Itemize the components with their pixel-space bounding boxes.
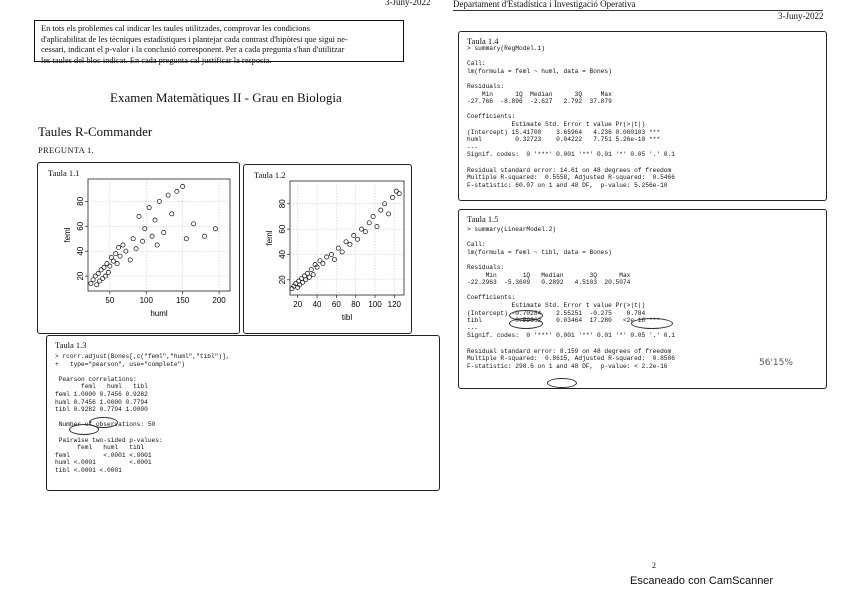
x-axis-label: huml xyxy=(150,309,168,318)
y-tick-label: 40 xyxy=(278,250,287,259)
header-left-date: 3-Juny-2022 xyxy=(385,0,431,7)
x-tick-label: 200 xyxy=(212,296,226,305)
plot-panel-2 xyxy=(243,164,412,334)
instruction-line: cessari, indicant el p-valor i la conclusió corresponent. Per a cada pregunta s'han d'utilitzar xyxy=(41,45,345,54)
x-tick-label: 150 xyxy=(175,296,190,305)
handwritten-circle xyxy=(69,424,99,435)
scatter-plot-2 xyxy=(244,165,410,332)
handwritten-circle xyxy=(547,378,577,388)
handwritten-circle xyxy=(509,318,543,329)
x-tick-label: 50 xyxy=(105,296,115,305)
page-number: 2 xyxy=(652,561,656,570)
table-1-4-panel xyxy=(458,31,827,201)
table-1-3-output: > rcorr.adjust(Bones[,c("feml","huml","tibl")], + type="pearson", use="complete") Pearson correlations: feml huml tibl feml 1.0000 0.7456 0.9282 huml 0.7456 1.0000 0.7794 tibl 0.9282 0.7794 1.0000 Number of observations: 50 Pairwise two-sided p-values: feml huml tibl feml <.0001 <.0001 huml <.0001 <.0001 tibl <.0001 <.0001 xyxy=(55,353,230,474)
y-axis-label: feml xyxy=(265,230,274,246)
exam-title: Examen Matemàtiques II - Grau en Biologia xyxy=(110,90,342,105)
scatter-plot-1 xyxy=(38,163,238,333)
header-right-date: 3-Juny-2022 xyxy=(778,11,824,21)
x-tick-label: 80 xyxy=(351,300,361,309)
instruction-line: d'aplicabilitat de les tècniques estadístiques i plantejar cada contrast d'hipòtesi que sigui ne- xyxy=(41,34,348,44)
x-tick-label: 120 xyxy=(387,300,402,309)
handwritten-note: 56'15% xyxy=(759,358,793,368)
section-title: Taules R-Commander xyxy=(38,124,153,139)
handwritten-circle xyxy=(631,318,673,329)
y-tick-label: 20 xyxy=(278,275,287,285)
x-tick-label: 100 xyxy=(139,296,153,305)
table-1-4-label: Taula 1.4 xyxy=(467,36,499,46)
header-rule xyxy=(453,10,823,11)
instruction-line: les taules del bloc indicat. En cada pregunta cal justificar la resposta. xyxy=(41,55,272,65)
instruction-line: En tots els problemes cal indicar les taules utilitzades, comprovar les condicions xyxy=(41,24,310,33)
table-1-3-label: Taula 1.3 xyxy=(55,340,87,350)
y-axis-label: feml xyxy=(63,227,72,243)
y-tick-label: 60 xyxy=(278,224,287,234)
table-1-5-label: Taula 1.5 xyxy=(467,214,499,224)
instructions-box xyxy=(34,20,404,65)
y-tick-label: 80 xyxy=(278,199,287,209)
y-tick-label: 60 xyxy=(76,221,85,231)
y-tick-label: 80 xyxy=(76,196,85,206)
plot2-label: Taula 1.2 xyxy=(254,170,286,180)
table-1-5-panel xyxy=(458,209,827,389)
header-department: Departament d'Estadística i Investigació Operativa xyxy=(453,0,636,9)
footer-text: Escaneado con CamScanner xyxy=(630,575,774,587)
table-1-3-panel xyxy=(46,335,440,491)
y-tick-label: 20 xyxy=(76,271,85,281)
x-tick-label: 100 xyxy=(368,300,382,309)
x-axis-label: tibl xyxy=(341,313,353,322)
x-tick-label: 20 xyxy=(293,300,303,309)
question-label: PREGUNTA 1. xyxy=(38,145,94,155)
table-1-4-output: > summary(RegModel.1) Call: lm(formula = feml ~ huml, data = Bones) Residuals: Min 1Q Median 3Q Max -27.766 -8.896 -2.627 2.792 37.879 Coefficients: Estimate Std. Error t value Pr(>|t|) (Intercept) 15.41700 3.65964 4.236 0.000103 *** huml 0.32723 0.04222 7.751 5.26e-10 *** --- Signif. codes: 0 '***' 0.001 '**' 0.01 '*' 0.05 '.' 0.1 Residual standard error: 14.61 on 48 degrees of freedom Multiple R-squared: 0.5558, Adjusted R-squared: 0.5466 F-statistic: 60.07 on 1 and 48 DF, p-value: 5.256e-10 xyxy=(467,45,675,189)
plot-panel-1 xyxy=(37,162,240,334)
plot1-label: Taula 1.1 xyxy=(48,168,80,178)
table-1-5-output: > summary(LinearModel.2) Call: lm(formula = feml ~ tibl, data = Bones) Residuals: Min 1Q Median 3Q Max -22.2963 -5.3609 0.2892 4.5103 20.5074 Coefficients: Estimate Std. Error t value Pr(>|t|) (Intercept) -0.70284 2.55251 -0.275 0.784 tibl 0.59862 0.03464 17.280 <2e-16 *** --- Signif. codes: 0 '***' 0.001 '**' 0.01 '*' 0.05 '.' 0.1 Residual standard error: 8.159 on 48 degrees of freedom Multiple R-squared: 0.8615, Adjusted R-squared: 0.8586 F-statistic: 298.6 on 1 and 48 DF, p-value: < 2.2e-16 xyxy=(467,226,675,370)
x-tick-label: 40 xyxy=(312,300,322,309)
y-tick-label: 40 xyxy=(76,246,85,256)
x-tick-label: 60 xyxy=(331,300,341,309)
